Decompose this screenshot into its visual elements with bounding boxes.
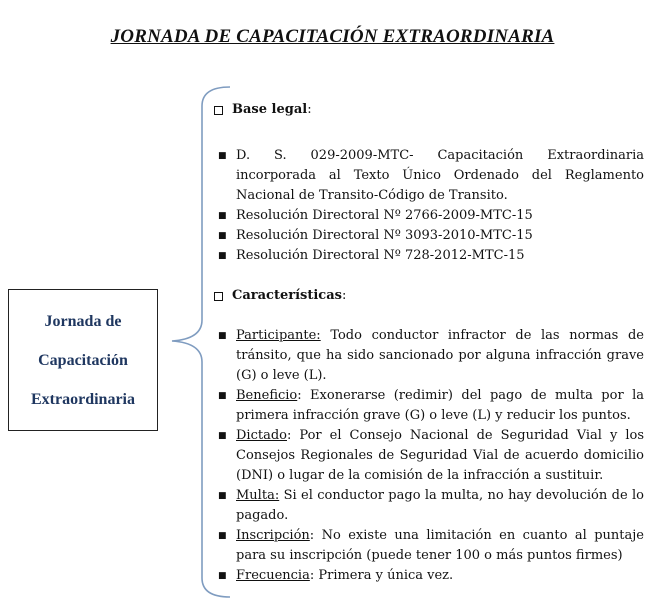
square-bullet-icon: ■	[218, 391, 227, 401]
list-item: ■ Resolución Directoral Nº 728-2012-MTC-15	[214, 246, 644, 266]
list-item: ■ Resolución Directoral Nº 3093-2010-MTC-15	[214, 226, 644, 246]
page-title: JORNADA DE CAPACITACIÓN EXTRAORDINARIA	[110, 26, 555, 47]
item-term: Dictado	[236, 428, 287, 443]
list-item	[214, 526, 644, 566]
item-term: Frecuencia	[236, 568, 310, 583]
content-panel	[214, 100, 644, 586]
base-legal-list	[214, 146, 644, 266]
square-bullet-icon: ■	[218, 251, 227, 261]
base-legal-heading: Base legal:	[214, 100, 644, 120]
caracteristicas-heading: Características:	[214, 286, 644, 306]
topic-line-2: Capacitación	[38, 351, 128, 369]
list-item	[214, 426, 644, 486]
item-term: Beneficio	[236, 388, 298, 403]
caracteristicas-heading-text: Características	[232, 288, 342, 303]
item-term: Participante:	[236, 328, 321, 343]
item-text: Todo conductor infractor de las normas de tránsito, que ha sido sancionado por alguna infracción grave (G) o leve (L).	[236, 328, 644, 383]
square-bullet-icon: ■	[218, 491, 227, 501]
square-bullet-icon: ■	[218, 151, 227, 161]
base-legal-heading-text: Base legal	[232, 102, 308, 117]
square-bullet-icon: ■	[218, 531, 227, 541]
item-text: : Exonerarse (redimir) del pago de multa por la primera infracción grave (G) o leve (L) y reducir los puntos.	[236, 388, 644, 423]
square-bullet-icon: ■	[218, 211, 227, 221]
caracteristicas-list	[214, 326, 644, 586]
list-item	[214, 566, 644, 586]
list-item	[214, 386, 644, 426]
list-item	[214, 326, 644, 386]
square-bullet-icon: ■	[218, 331, 227, 341]
item-term: Inscripción	[236, 528, 310, 543]
checkbox-icon	[214, 106, 223, 115]
topic-line-1: Jornada de	[44, 312, 122, 330]
square-bullet-icon: ■	[218, 571, 227, 581]
square-bullet-icon: ■	[218, 231, 227, 241]
item-text: : No existe una limitación en cuanto al puntaje para su inscripción (puede tener 100 o más puntos firmes)	[236, 528, 644, 563]
item-text: : Primera y única vez.	[309, 568, 454, 583]
item-term: Multa:	[236, 488, 280, 503]
square-bullet-icon: ■	[218, 431, 227, 441]
checkbox-icon	[214, 292, 223, 301]
list-item	[214, 486, 644, 526]
item-text: : Por el Consejo Nacional de Seguridad Vial y los Consejos Regionales de Seguridad Vial de acuerdo domicilio (DNI) o lugar de la comisión de la infracción a sustituir.	[236, 428, 644, 483]
list-item: ■ Resolución Directoral Nº 2766-2009-MTC-15	[214, 206, 644, 226]
topic-line-3: Extraordinaria	[31, 390, 135, 408]
item-text: Si el conductor pago la multa, no hay devolución de lo pagado.	[236, 488, 644, 523]
list-item: ■ D. S. 029-2009-MTC- Capacitación Extraordinaria incorporada al Texto Único Ordenado del Reglamento Nacional de Transito-Código de Transito.	[214, 146, 644, 206]
topic-box	[8, 289, 158, 431]
